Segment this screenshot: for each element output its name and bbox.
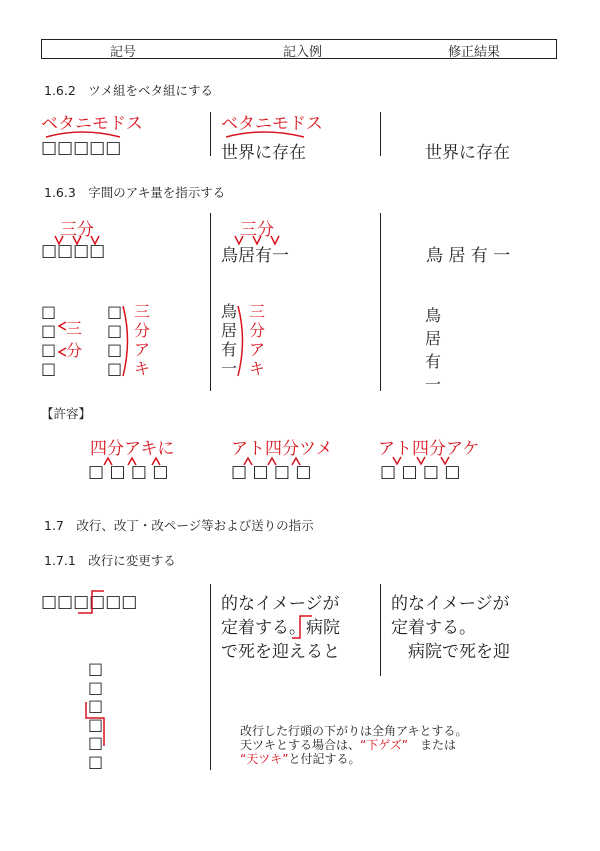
mark-char: ア <box>249 340 266 359</box>
mark-char: キ <box>249 359 266 378</box>
example-line: 的なイメージが <box>221 594 340 614</box>
box: □ <box>107 302 123 321</box>
divider-1 <box>210 112 211 156</box>
note-line-3: “天ツキ”と付記する。 <box>240 752 361 766</box>
section-1-7-title: 1.7 改行、改丁・改ページ等および送りの指示 <box>44 518 314 533</box>
header-table <box>41 39 557 59</box>
result-char: 一 <box>425 375 442 394</box>
box: □ <box>88 714 104 734</box>
mark-char: ア <box>134 340 151 359</box>
box: □ <box>41 340 57 359</box>
permit-boxes-1: □ □ □ □ <box>88 462 169 482</box>
example-char: 居 <box>221 321 238 340</box>
result-line: 的なイメージが <box>391 594 510 614</box>
sanbun-mark-example: 三分 <box>240 220 274 240</box>
permit-mark-1: 四分アキに <box>90 439 175 459</box>
header-result: 修正結果 <box>448 45 501 60</box>
kaigyo-mark-example <box>290 612 314 642</box>
sanbun-result: 鳥 居 有 一 <box>426 246 511 266</box>
example-line: 定着する。病院 <box>221 618 340 638</box>
v-bracket-example <box>236 304 248 378</box>
section-1-7-1-title: 1.7.1 改行に変更する <box>44 553 176 568</box>
sanbun-mark: 三分 <box>60 220 94 240</box>
box: □ <box>41 359 57 378</box>
result-line: 病院で死を迎 <box>408 642 510 662</box>
beta-mark: ベタニモドス <box>41 114 143 134</box>
mark-char: 三 <box>66 319 83 338</box>
v-mark-right <box>134 302 150 378</box>
box: □ <box>41 302 57 321</box>
mark-char: 三 <box>249 302 266 321</box>
box: □ <box>88 751 104 771</box>
sanbun-boxes: □□□□ <box>41 241 106 261</box>
permit-boxes-2: □ □ □ □ <box>231 462 312 482</box>
divider-2 <box>380 112 381 156</box>
note-line-2: 天ツキとする場合は、“下ゲズ” または <box>240 738 456 752</box>
header-example: 記入例 <box>283 45 323 60</box>
section-1-6-2-title: 1.6.2 ツメ組をベタ組にする <box>44 83 214 98</box>
section-1-6-3-title: 1.6.3 字間のアキ量を指示する <box>44 185 226 200</box>
divider-3 <box>210 213 211 391</box>
box: □ <box>88 733 104 752</box>
box: □ <box>88 659 104 678</box>
divider-5 <box>210 584 211 770</box>
v-example <box>221 302 237 378</box>
kaigyo-v-mark <box>82 700 112 750</box>
mark-char: キ <box>134 359 151 378</box>
v-mark-left <box>66 318 82 362</box>
mark-char: 三 <box>134 302 151 321</box>
result-char: 居 <box>425 329 442 348</box>
beta-example: 世界に存在 <box>221 143 306 163</box>
box: □ <box>88 677 104 697</box>
note-line-1: 改行した行頭の下がりは全角アキとする。 <box>240 724 468 738</box>
beta-result: 世界に存在 <box>425 143 510 163</box>
example-char: 一 <box>221 359 238 378</box>
box: □ <box>88 696 104 715</box>
v-bracket-right <box>121 304 133 378</box>
v-boxes-right <box>107 302 122 378</box>
example-char: 有 <box>221 340 238 359</box>
permit-mark-2: アト四分ツメ <box>231 439 333 459</box>
v-boxes-left <box>41 302 56 378</box>
v-result <box>425 304 441 396</box>
v-mark-example <box>249 302 265 378</box>
kaigyo-result <box>391 592 510 664</box>
divider-4 <box>380 213 381 391</box>
result-char: 有 <box>425 352 442 371</box>
box: □ <box>41 321 57 340</box>
mark-char: 分 <box>66 341 83 360</box>
result-line: 定着する。 <box>391 618 476 638</box>
box: □ <box>107 340 123 359</box>
divider-6 <box>380 584 381 676</box>
result-char: 鳥 <box>425 306 442 325</box>
mark-char: 分 <box>134 321 151 340</box>
box: □ <box>107 359 123 378</box>
example-char: 鳥 <box>221 302 238 321</box>
mark-char: 分 <box>249 321 266 340</box>
beta-mark-example: ベタニモドス <box>221 114 323 134</box>
sanbun-example: 鳥居有一 <box>221 246 289 266</box>
example-line: で死を迎えると <box>221 642 340 662</box>
kaigyo-mark <box>76 587 106 617</box>
permit-mark-3: アト四分アケ <box>378 439 480 459</box>
beta-boxes: □□□□□ <box>41 138 122 158</box>
kaigyo-boxes: □□□□□□ <box>41 592 138 612</box>
box: □ <box>107 321 123 340</box>
kaigyo-note <box>240 724 468 766</box>
permit-label: 【許容】 <box>41 406 92 421</box>
kaigyo-example <box>221 592 340 664</box>
header-symbol: 記号 <box>110 45 137 60</box>
permit-boxes-3: □ □ □ □ <box>380 462 461 482</box>
